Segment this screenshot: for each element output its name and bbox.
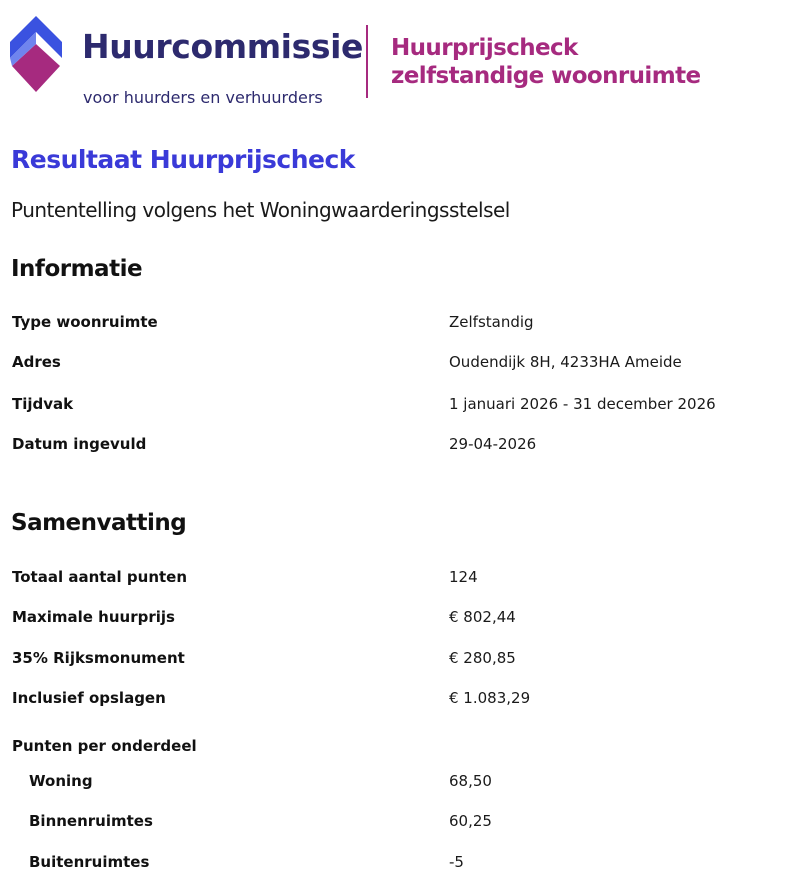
header <box>0 0 793 120</box>
summary-row-rijksmonument <box>0 646 793 670</box>
parts-value: 60,25 <box>449 812 492 830</box>
parts-value: -5 <box>449 853 464 871</box>
info-label: Datum ingevuld <box>12 435 147 453</box>
parts-label: Woning <box>29 772 93 790</box>
info-row-adres <box>0 350 793 374</box>
info-value: 29-04-2026 <box>449 435 537 453</box>
page-subtitle: Puntentelling volgens het Woningwaarderingsstelsel <box>11 198 510 222</box>
summary-row-totaal-punten <box>0 565 793 589</box>
parts-row-woning <box>0 769 793 793</box>
info-value: Zelfstandig <box>449 313 534 331</box>
info-label: Adres <box>12 353 61 371</box>
summary-value: 124 <box>449 568 478 586</box>
parts-heading-row <box>0 734 793 758</box>
header-divider <box>366 25 368 98</box>
info-row-type-woonruimte <box>0 310 793 334</box>
summary-value: € 280,85 <box>449 649 516 667</box>
info-label: Tijdvak <box>12 395 74 413</box>
parts-heading: Punten per onderdeel <box>12 737 197 755</box>
info-value: Oudendijk 8H, 4233HA Ameide <box>449 353 682 371</box>
parts-label: Buitenruimtes <box>29 853 150 871</box>
summary-label: 35% Rijksmonument <box>12 649 185 667</box>
product-title-line2: zelfstandige woonruimte <box>391 63 701 89</box>
summary-row-inclusief-opslagen <box>0 686 793 710</box>
section-title-samenvatting: Samenvatting <box>11 510 187 536</box>
summary-value: € 1.083,29 <box>449 689 531 707</box>
brand-name: Huurcommissie <box>82 27 363 66</box>
summary-label: Totaal aantal punten <box>12 568 188 586</box>
info-row-tijdvak <box>0 392 793 416</box>
product-title-line1: Huurprijscheck <box>391 35 578 61</box>
info-label: Type woonruimte <box>12 313 158 331</box>
product-title <box>391 34 700 90</box>
huurcommissie-logo-icon[interactable] <box>10 16 62 92</box>
parts-row-buitenruimtes <box>0 850 793 874</box>
info-value: 1 januari 2026 - 31 december 2026 <box>449 395 716 413</box>
summary-row-maximale-huurprijs <box>0 605 793 629</box>
summary-value: € 802,44 <box>449 608 516 626</box>
summary-label: Inclusief opslagen <box>12 689 166 707</box>
summary-label: Maximale huurprijs <box>12 608 175 626</box>
section-title-informatie: Informatie <box>11 256 143 282</box>
page-title: Resultaat Huurprijscheck <box>11 145 355 174</box>
parts-label: Binnenruimtes <box>29 812 153 830</box>
brand-subtitle: voor huurders en verhuurders <box>83 88 323 107</box>
parts-row-binnenruimtes <box>0 809 793 833</box>
info-row-datum-ingevuld <box>0 432 793 456</box>
parts-value: 68,50 <box>449 772 492 790</box>
